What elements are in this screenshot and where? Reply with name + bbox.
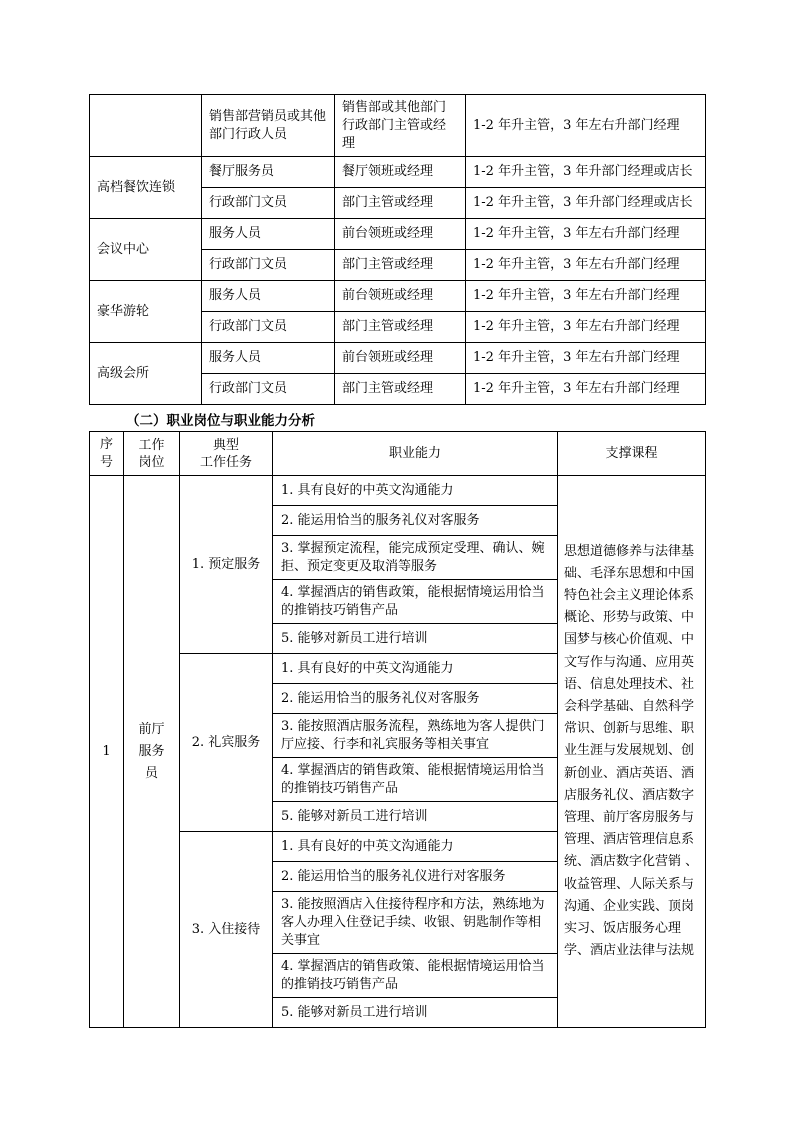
courses-cell: 思想道德修养与法律基础、毛泽东思想和中国特色社会主义理论体系概论、形势与政策、中国梦与核心价值观、中文写作与沟通、应用英语、信息处理技术、社会科学基础、自然科学常识、创新与思维、职业生涯与发展规划、创新创业、酒店英语、酒店服务礼仪、酒店数字管理、前厅客房服务与管理、酒店管理信息系统、酒店数字化营销 、收益管理、人际关系与沟通、企业实践、顶岗实习、饭店服务心理学、酒店业法律与法规 — [558, 476, 706, 1028]
header-ability: 职业能力 — [273, 432, 558, 476]
promotion-path-cell: 1-2 年升主管，3 年左右升部门经理 — [466, 250, 706, 281]
ability-cell: 3. 能按照酒店服务流程，熟练地为客人提供门厅应接、行李和礼宾服务等相关事宜 — [273, 714, 558, 758]
header-post — [124, 432, 180, 476]
industry-cell — [90, 95, 202, 157]
target-position-cell: 餐厅领班或经理 — [335, 157, 466, 188]
ability-cell: 3. 能按照酒店入住接待程序和方法，熟练地为客人办理入住登记手续、收银、钥匙制作等相关事宜 — [273, 892, 558, 954]
task-cell: 2. 礼宾服务 — [180, 654, 273, 832]
promotion-path-cell: 1-2 年升主管，3 年左右升部门经理 — [466, 281, 706, 312]
task-cell: 3. 入住接待 — [180, 832, 273, 1028]
ability-cell: 1. 具有良好的中英文沟通能力 — [273, 476, 558, 506]
promotion-path-cell: 1-2 年升主管，3 年升部门经理或店长 — [466, 157, 706, 188]
ability-cell: 4. 掌握酒店的销售政策、能根据情境运用恰当的推销技巧销售产品 — [273, 954, 558, 998]
entry-position-cell: 行政部门文员 — [202, 188, 335, 219]
target-position-cell: 前台领班或经理 — [335, 219, 466, 250]
target-position-cell: 部门主管或经理 — [335, 312, 466, 343]
ability-cell: 3. 掌握预定流程，能完成预定受理、确认、婉拒、预定变更及取消等服务 — [273, 536, 558, 580]
industry-cell: 高级会所 — [90, 343, 202, 405]
ability-cell: 1. 具有良好的中英文沟通能力 — [273, 654, 558, 684]
ability-cell: 2. 能运用恰当的服务礼仪进行对客服务 — [273, 862, 558, 892]
industry-cell: 高档餐饮连锁 — [90, 157, 202, 219]
promotion-path-cell: 1-2 年升主管，3 年左右升部门经理 — [466, 95, 706, 157]
table-row — [90, 343, 706, 374]
header-task — [180, 432, 273, 476]
header-courses: 支撑课程 — [558, 432, 706, 476]
entry-position-cell: 服务人员 — [202, 219, 335, 250]
task-cell: 1. 预定服务 — [180, 476, 273, 654]
ability-cell: 2. 能运用恰当的服务礼仪对客服务 — [273, 684, 558, 714]
table-row — [90, 219, 706, 250]
table-row — [90, 281, 706, 312]
post-line: 前厅 — [138, 721, 165, 737]
post-cell — [124, 476, 180, 1028]
entry-position-cell: 餐厅服务员 — [202, 157, 335, 188]
ability-cell: 2. 能运用恰当的服务礼仪对客服务 — [273, 506, 558, 536]
promotion-path-cell: 1-2 年升主管，3 年左右升部门经理 — [466, 343, 706, 374]
ability-analysis-table — [89, 431, 706, 1028]
entry-position-cell: 行政部门文员 — [202, 374, 335, 405]
ability-cell: 4. 掌握酒店的销售政策，能根据情境运用恰当的推销技巧销售产品 — [273, 580, 558, 624]
promotion-path-cell: 1-2 年升主管，3 年升部门经理或店长 — [466, 188, 706, 219]
table-row — [90, 157, 706, 188]
entry-position-cell: 行政部门文员 — [202, 312, 335, 343]
industry-cell: 豪华游轮 — [90, 281, 202, 343]
entry-position-cell: 行政部门文员 — [202, 250, 335, 281]
target-position-cell: 前台领班或经理 — [335, 281, 466, 312]
ability-cell: 5. 能够对新员工进行培训 — [273, 998, 558, 1028]
header-post-line1: 工作 — [138, 437, 165, 453]
promotion-path-cell: 1-2 年升主管，3 年左右升部门经理 — [466, 374, 706, 405]
row-number: 1 — [90, 476, 124, 1028]
header-no: 序号 — [90, 432, 124, 476]
table-header-row — [90, 432, 706, 476]
target-position-cell: 部门主管或经理 — [335, 374, 466, 405]
ability-cell: 5. 能够对新员工进行培训 — [273, 802, 558, 832]
post-line: 服务 — [138, 743, 165, 759]
table-row — [90, 95, 706, 157]
industry-cell: 会议中心 — [90, 219, 202, 281]
ability-cell: 4. 掌握酒店的销售政策、能根据情境运用恰当的推销技巧销售产品 — [273, 758, 558, 802]
target-position-cell: 部门主管或经理 — [335, 188, 466, 219]
target-position-cell: 部门主管或经理 — [335, 250, 466, 281]
ability-cell: 5. 能够对新员工进行培训 — [273, 624, 558, 654]
promotion-path-cell: 1-2 年升主管，3 年左右升部门经理 — [466, 312, 706, 343]
section-heading: （二）职业岗位与职业能力分析 — [126, 413, 315, 429]
header-post-line2: 岗位 — [138, 454, 165, 470]
target-position-cell: 销售部或其他部门行政部门主管或经理 — [335, 95, 466, 157]
header-task-line2: 工作任务 — [199, 454, 252, 470]
career-path-table — [89, 94, 706, 405]
entry-position-cell: 销售部营销员或其他部门行政人员 — [202, 95, 335, 157]
table-row — [90, 476, 706, 506]
post-line: 员 — [144, 765, 158, 781]
entry-position-cell: 服务人员 — [202, 281, 335, 312]
header-task-line1: 典型 — [212, 437, 239, 453]
target-position-cell: 前台领班或经理 — [335, 343, 466, 374]
promotion-path-cell: 1-2 年升主管，3 年左右升部门经理 — [466, 219, 706, 250]
ability-cell: 1. 具有良好的中英文沟通能力 — [273, 832, 558, 862]
entry-position-cell: 服务人员 — [202, 343, 335, 374]
